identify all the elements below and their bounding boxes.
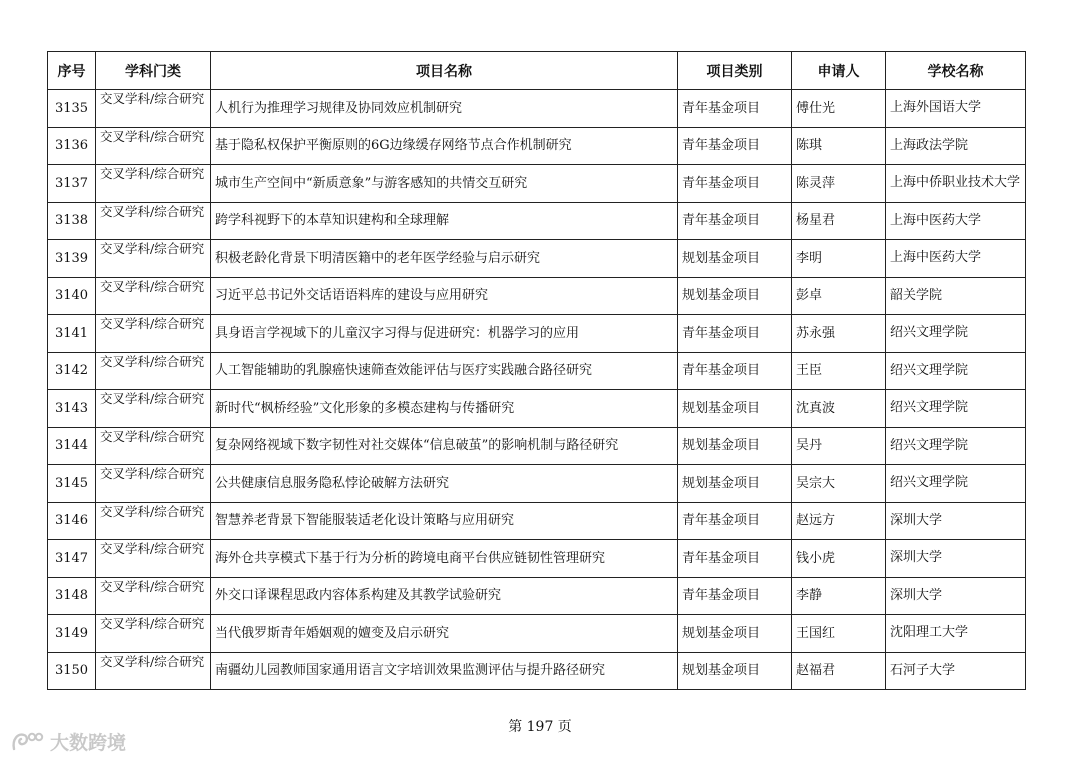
table-row <box>48 652 1026 690</box>
logo-icon <box>10 729 44 755</box>
cell-school: 上海中医药大学 <box>886 202 1026 240</box>
cell-applicant: 钱小虎 <box>792 540 886 578</box>
cell-type: 青年基金项目 <box>678 577 792 615</box>
cell-applicant: 陈琪 <box>792 127 886 165</box>
cell-school: 绍兴文理学院 <box>886 427 1026 465</box>
cell-applicant: 李静 <box>792 577 886 615</box>
cell-project: 新时代“枫桥经验”文化形象的多模态建构与传播研究 <box>211 390 678 428</box>
cell-subject: 交叉学科/综合研究 <box>96 240 211 278</box>
cell-school: 韶关学院 <box>886 277 1026 315</box>
header-subject: 学科门类 <box>96 52 211 90</box>
cell-project: 公共健康信息服务隐私悖论破解方法研究 <box>211 465 678 503</box>
cell-type: 规划基金项目 <box>678 240 792 278</box>
cell-subject: 交叉学科/综合研究 <box>96 465 211 503</box>
table-row <box>48 390 1026 428</box>
cell-no: 3148 <box>48 577 96 615</box>
header-applicant: 申请人 <box>792 52 886 90</box>
cell-project: 智慧养老背景下智能服装适老化设计策略与应用研究 <box>211 502 678 540</box>
cell-school: 深圳大学 <box>886 540 1026 578</box>
table-row <box>48 127 1026 165</box>
table-row <box>48 277 1026 315</box>
cell-applicant: 沈真波 <box>792 390 886 428</box>
cell-project: 外交口译课程思政内容体系构建及其教学试验研究 <box>211 577 678 615</box>
cell-applicant: 赵远方 <box>792 502 886 540</box>
cell-type: 青年基金项目 <box>678 127 792 165</box>
table-row <box>48 465 1026 503</box>
cell-subject: 交叉学科/综合研究 <box>96 90 211 128</box>
cell-project: 具身语言学视域下的儿童汉字习得与促进研究：机器学习的应用 <box>211 315 678 353</box>
cell-subject: 交叉学科/综合研究 <box>96 540 211 578</box>
cell-school: 上海中医药大学 <box>886 240 1026 278</box>
table-row <box>48 427 1026 465</box>
cell-no: 3149 <box>48 615 96 653</box>
cell-no: 3145 <box>48 465 96 503</box>
cell-school: 绍兴文理学院 <box>886 390 1026 428</box>
cell-no: 3147 <box>48 540 96 578</box>
cell-type: 青年基金项目 <box>678 90 792 128</box>
header-type: 项目类别 <box>678 52 792 90</box>
cell-applicant: 吴宗大 <box>792 465 886 503</box>
cell-no: 3140 <box>48 277 96 315</box>
cell-no: 3138 <box>48 202 96 240</box>
cell-project: 人工智能辅助的乳腺癌快速筛查效能评估与医疗实践融合路径研究 <box>211 352 678 390</box>
cell-subject: 交叉学科/综合研究 <box>96 502 211 540</box>
table-row <box>48 165 1026 203</box>
cell-school: 深圳大学 <box>886 577 1026 615</box>
cell-type: 规划基金项目 <box>678 427 792 465</box>
cell-subject: 交叉学科/综合研究 <box>96 427 211 465</box>
cell-project: 人机行为推理学习规律及协同效应机制研究 <box>211 90 678 128</box>
header-project: 项目名称 <box>211 52 678 90</box>
cell-applicant: 彭卓 <box>792 277 886 315</box>
cell-no: 3143 <box>48 390 96 428</box>
watermark <box>10 728 126 755</box>
project-table <box>47 51 1026 690</box>
cell-project: 当代俄罗斯青年婚姻观的嬗变及启示研究 <box>211 615 678 653</box>
cell-subject: 交叉学科/综合研究 <box>96 277 211 315</box>
table-header-row <box>48 52 1026 90</box>
header-no: 序号 <box>48 52 96 90</box>
cell-type: 青年基金项目 <box>678 202 792 240</box>
cell-subject: 交叉学科/综合研究 <box>96 615 211 653</box>
cell-subject: 交叉学科/综合研究 <box>96 127 211 165</box>
cell-school: 绍兴文理学院 <box>886 465 1026 503</box>
cell-type: 规划基金项目 <box>678 615 792 653</box>
cell-type: 青年基金项目 <box>678 165 792 203</box>
cell-applicant: 赵福君 <box>792 652 886 690</box>
cell-no: 3150 <box>48 652 96 690</box>
cell-no: 3136 <box>48 127 96 165</box>
cell-applicant: 苏永强 <box>792 315 886 353</box>
cell-project: 城市生产空间中“新质意象”与游客感知的共情交互研究 <box>211 165 678 203</box>
cell-subject: 交叉学科/综合研究 <box>96 352 211 390</box>
cell-subject: 交叉学科/综合研究 <box>96 315 211 353</box>
cell-type: 规划基金项目 <box>678 465 792 503</box>
cell-subject: 交叉学科/综合研究 <box>96 390 211 428</box>
cell-project: 习近平总书记外交话语语料库的建设与应用研究 <box>211 277 678 315</box>
cell-no: 3141 <box>48 315 96 353</box>
cell-project: 跨学科视野下的本草知识建构和全球理解 <box>211 202 678 240</box>
cell-applicant: 王臣 <box>792 352 886 390</box>
header-school: 学校名称 <box>886 52 1026 90</box>
cell-project: 海外仓共享模式下基于行为分析的跨境电商平台供应链韧性管理研究 <box>211 540 678 578</box>
table-body <box>48 90 1026 690</box>
cell-applicant: 王国红 <box>792 615 886 653</box>
cell-applicant: 吴丹 <box>792 427 886 465</box>
cell-subject: 交叉学科/综合研究 <box>96 202 211 240</box>
cell-type: 青年基金项目 <box>678 352 792 390</box>
cell-applicant: 傅仕光 <box>792 90 886 128</box>
cell-school: 沈阳理工大学 <box>886 615 1026 653</box>
cell-project: 积极老龄化背景下明清医籍中的老年医学经验与启示研究 <box>211 240 678 278</box>
table-row <box>48 240 1026 278</box>
cell-type: 规划基金项目 <box>678 652 792 690</box>
cell-type: 青年基金项目 <box>678 315 792 353</box>
cell-no: 3142 <box>48 352 96 390</box>
cell-subject: 交叉学科/综合研究 <box>96 577 211 615</box>
cell-school: 上海中侨职业技术大学 <box>886 165 1026 203</box>
cell-school: 上海外国语大学 <box>886 90 1026 128</box>
table-row <box>48 502 1026 540</box>
table-row <box>48 352 1026 390</box>
page-number: 第 197 页 <box>508 719 572 735</box>
cell-no: 3139 <box>48 240 96 278</box>
watermark-text: 大数跨境 <box>50 732 127 754</box>
cell-project: 南疆幼儿园教师国家通用语言文字培训效果监测评估与提升路径研究 <box>211 652 678 690</box>
table-row <box>48 615 1026 653</box>
table-row <box>48 315 1026 353</box>
cell-applicant: 杨星君 <box>792 202 886 240</box>
cell-school: 石河子大学 <box>886 652 1026 690</box>
table-row <box>48 577 1026 615</box>
cell-no: 3137 <box>48 165 96 203</box>
table-row <box>48 202 1026 240</box>
cell-type: 规划基金项目 <box>678 277 792 315</box>
cell-type: 青年基金项目 <box>678 502 792 540</box>
cell-no: 3144 <box>48 427 96 465</box>
cell-no: 3135 <box>48 90 96 128</box>
cell-applicant: 陈灵萍 <box>792 165 886 203</box>
cell-subject: 交叉学科/综合研究 <box>96 652 211 690</box>
cell-project: 复杂网络视域下数字韧性对社交媒体“信息破茧”的影响机制与路径研究 <box>211 427 678 465</box>
cell-school: 绍兴文理学院 <box>886 315 1026 353</box>
cell-applicant: 李明 <box>792 240 886 278</box>
cell-school: 深圳大学 <box>886 502 1026 540</box>
cell-no: 3146 <box>48 502 96 540</box>
cell-subject: 交叉学科/综合研究 <box>96 165 211 203</box>
cell-school: 上海政法学院 <box>886 127 1026 165</box>
table-row <box>48 540 1026 578</box>
cell-type: 规划基金项目 <box>678 390 792 428</box>
cell-type: 青年基金项目 <box>678 540 792 578</box>
cell-school: 绍兴文理学院 <box>886 352 1026 390</box>
cell-project: 基于隐私权保护平衡原则的6G边缘缓存网络节点合作机制研究 <box>211 127 678 165</box>
table-row <box>48 90 1026 128</box>
